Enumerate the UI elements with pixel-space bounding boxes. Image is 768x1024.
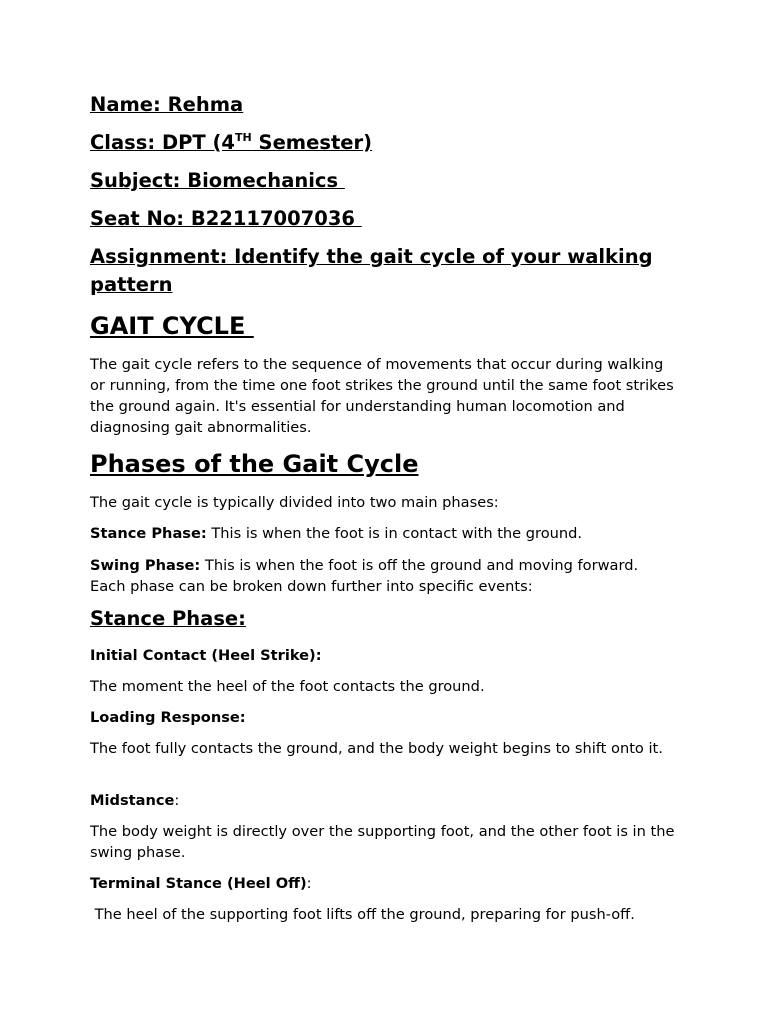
subject-line: Subject: Biomechanics xyxy=(90,169,345,192)
event-title-colon: : xyxy=(306,875,312,892)
class-superscript: TH xyxy=(235,131,252,144)
class-suffix: Semester) xyxy=(251,131,373,154)
event-text-midstance: The body weight is directly over the supporting foot, and the other foot is in the swing phase. xyxy=(90,823,675,861)
seat-number: Seat No: B22117007036 xyxy=(90,207,362,230)
student-name: Name: Rehma xyxy=(90,93,244,116)
event-title-midstance xyxy=(90,790,179,811)
phases-intro: The gait cycle is typically divided into two main phases: xyxy=(90,494,499,511)
event-title-text: Terminal Stance (Heel Off) xyxy=(90,875,307,892)
gait-cycle-heading: GAIT CYCLE xyxy=(90,312,254,340)
event-title-colon: : xyxy=(174,792,180,809)
event-title-text: Initial Contact (Heel Strike): xyxy=(90,647,322,664)
stance-phase-definition xyxy=(90,523,675,544)
class-prefix: Class: DPT (4 xyxy=(90,131,236,154)
class-line xyxy=(90,129,372,157)
stance-phase-heading: Stance Phase: xyxy=(90,607,246,630)
swing-phase-label: Swing Phase: xyxy=(90,557,201,574)
event-text-initial-contact: The moment the heel of the foot contacts the ground. xyxy=(90,678,485,695)
swing-phase-text: This is when the foot is off the ground and moving forward. Each phase can be broken down further into specific events: xyxy=(90,557,639,595)
gait-cycle-paragraph: The gait cycle refers to the sequence of movements that occur during walking or running, from the time one foot strikes the ground until the same foot strikes the ground again. It's essential for understanding human locomotion and diagnosing gait abnormalities. xyxy=(90,356,674,436)
assignment-title: Assignment: Identify the gait cycle of your walking pattern xyxy=(90,245,653,296)
event-text-terminal-stance: The heel of the supporting foot lifts off the ground, preparing for push-off. xyxy=(90,906,635,923)
event-title-text: Loading Response: xyxy=(90,709,246,726)
event-title-loading-response xyxy=(90,707,246,728)
stance-phase-text: This is when the foot is in contact with the ground. xyxy=(206,525,583,542)
phases-heading: Phases of the Gait Cycle xyxy=(90,450,419,478)
event-title-initial-contact xyxy=(90,645,322,666)
event-text-loading-response: The foot fully contacts the ground, and the body weight begins to shift onto it. xyxy=(90,740,663,757)
event-title-text: Midstance xyxy=(90,792,175,809)
stance-phase-label: Stance Phase: xyxy=(90,525,207,542)
swing-phase-definition xyxy=(90,555,675,597)
event-title-terminal-stance xyxy=(90,873,312,894)
